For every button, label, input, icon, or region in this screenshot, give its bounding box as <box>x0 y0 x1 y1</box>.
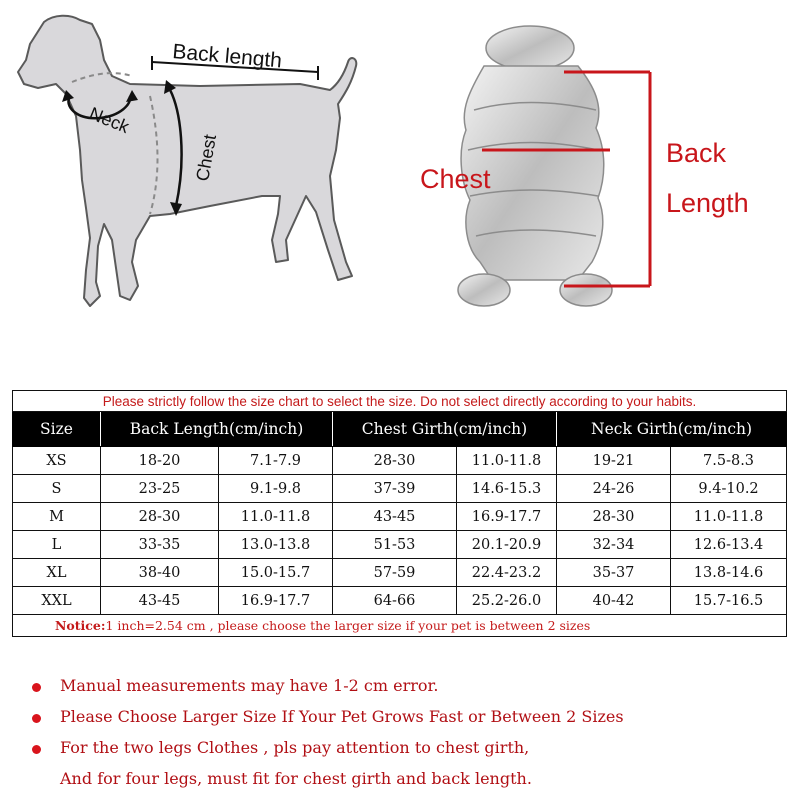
table-row <box>13 503 787 531</box>
coat-leg-left <box>458 274 510 306</box>
coat-chest-label: Chest <box>420 164 491 194</box>
neck-inch-cell: 11.0-11.8 <box>671 503 787 531</box>
header-neck-girth: Neck Girth(cm/inch) <box>557 412 787 447</box>
size-warning-text: Please strictly follow the size chart to select the size. Do not select directly according to your habits. <box>13 391 787 412</box>
back-cm-cell: 43-45 <box>101 587 219 615</box>
chest-inch-cell: 14.6-15.3 <box>457 475 557 503</box>
size-cell: XS <box>13 447 101 475</box>
back-inch-cell: 7.1-7.9 <box>219 447 333 475</box>
notice-text: 1 inch=2.54 cm , please choose the larger size if your pet is between 2 sizes <box>105 618 591 633</box>
chest-cm-cell: 64-66 <box>333 587 457 615</box>
back-cm-cell: 23-25 <box>101 475 219 503</box>
neck-cm-cell: 24-26 <box>557 475 671 503</box>
back-inch-cell: 9.1-9.8 <box>219 475 333 503</box>
size-cell: XXL <box>13 587 101 615</box>
chest-inch-cell: 11.0-11.8 <box>457 447 557 475</box>
back-inch-cell: 11.0-11.8 <box>219 503 333 531</box>
header-back-length: Back Length(cm/inch) <box>101 412 333 447</box>
back-inch-cell: 13.0-13.8 <box>219 531 333 559</box>
header-size: Size <box>13 412 101 447</box>
table-row <box>13 475 787 503</box>
back-inch-cell: 16.9-17.7 <box>219 587 333 615</box>
table-row <box>13 587 787 615</box>
neck-inch-cell: 9.4-10.2 <box>671 475 787 503</box>
coat-leg-right <box>560 274 612 306</box>
neck-label: Neck <box>86 103 133 138</box>
chest-cm-cell: 43-45 <box>333 503 457 531</box>
coat-back-label: Back <box>666 138 727 168</box>
table-row <box>13 531 787 559</box>
back-cm-cell: 33-35 <box>101 531 219 559</box>
back-inch-cell: 15.0-15.7 <box>219 559 333 587</box>
neck-cm-cell: 28-30 <box>557 503 671 531</box>
back-length-label: Back length <box>171 40 283 73</box>
note-larger-size: Please Choose Larger Size If Your Pet Grows Fast or Between 2 Sizes <box>60 707 624 726</box>
back-cm-cell: 28-30 <box>101 503 219 531</box>
coat-hood <box>486 26 574 70</box>
neck-cm-cell: 35-37 <box>557 559 671 587</box>
neck-inch-cell: 15.7-16.5 <box>671 587 787 615</box>
note-measurement-error: Manual measurements may have 1-2 cm error. <box>60 676 439 695</box>
neck-cm-cell: 40-42 <box>557 587 671 615</box>
size-chart-table <box>12 390 787 637</box>
note-two-legs: For the two legs Clothes , pls pay attention to chest girth, <box>60 738 530 757</box>
chest-inch-cell: 25.2-26.0 <box>457 587 557 615</box>
chest-inch-cell: 16.9-17.7 <box>457 503 557 531</box>
neck-inch-cell: 12.6-13.4 <box>671 531 787 559</box>
back-cm-cell: 38-40 <box>101 559 219 587</box>
size-cell: S <box>13 475 101 503</box>
dog-measurement-diagram <box>0 0 400 370</box>
neck-inch-cell: 13.8-14.6 <box>671 559 787 587</box>
size-cell: M <box>13 503 101 531</box>
notice-row <box>13 615 787 637</box>
chest-cm-cell: 57-59 <box>333 559 457 587</box>
chest-inch-cell: 20.1-20.9 <box>457 531 557 559</box>
coat-measurement-diagram <box>400 0 800 370</box>
table-row <box>13 447 787 475</box>
notice-label: Notice: <box>55 618 106 633</box>
neck-cm-cell: 32-34 <box>557 531 671 559</box>
chest-cm-cell: 51-53 <box>333 531 457 559</box>
bullet-dot <box>32 745 41 754</box>
chest-label: Chest <box>192 132 221 183</box>
chest-inch-cell: 22.4-23.2 <box>457 559 557 587</box>
coat-length-label: Length <box>666 188 749 218</box>
warning-row <box>13 391 787 412</box>
header-chest-girth: Chest Girth(cm/inch) <box>333 412 557 447</box>
chest-cm-cell: 28-30 <box>333 447 457 475</box>
bullet-dot <box>32 714 41 723</box>
bullet-dot <box>32 683 41 692</box>
size-cell: XL <box>13 559 101 587</box>
back-cm-cell: 18-20 <box>101 447 219 475</box>
note-four-legs: And for four legs, must fit for chest girth and back length. <box>60 769 532 788</box>
chest-cm-cell: 37-39 <box>333 475 457 503</box>
table-row <box>13 559 787 587</box>
size-cell: L <box>13 531 101 559</box>
table-header-row <box>13 412 787 447</box>
neck-cm-cell: 19-21 <box>557 447 671 475</box>
neck-inch-cell: 7.5-8.3 <box>671 447 787 475</box>
notice-cell <box>13 615 787 637</box>
